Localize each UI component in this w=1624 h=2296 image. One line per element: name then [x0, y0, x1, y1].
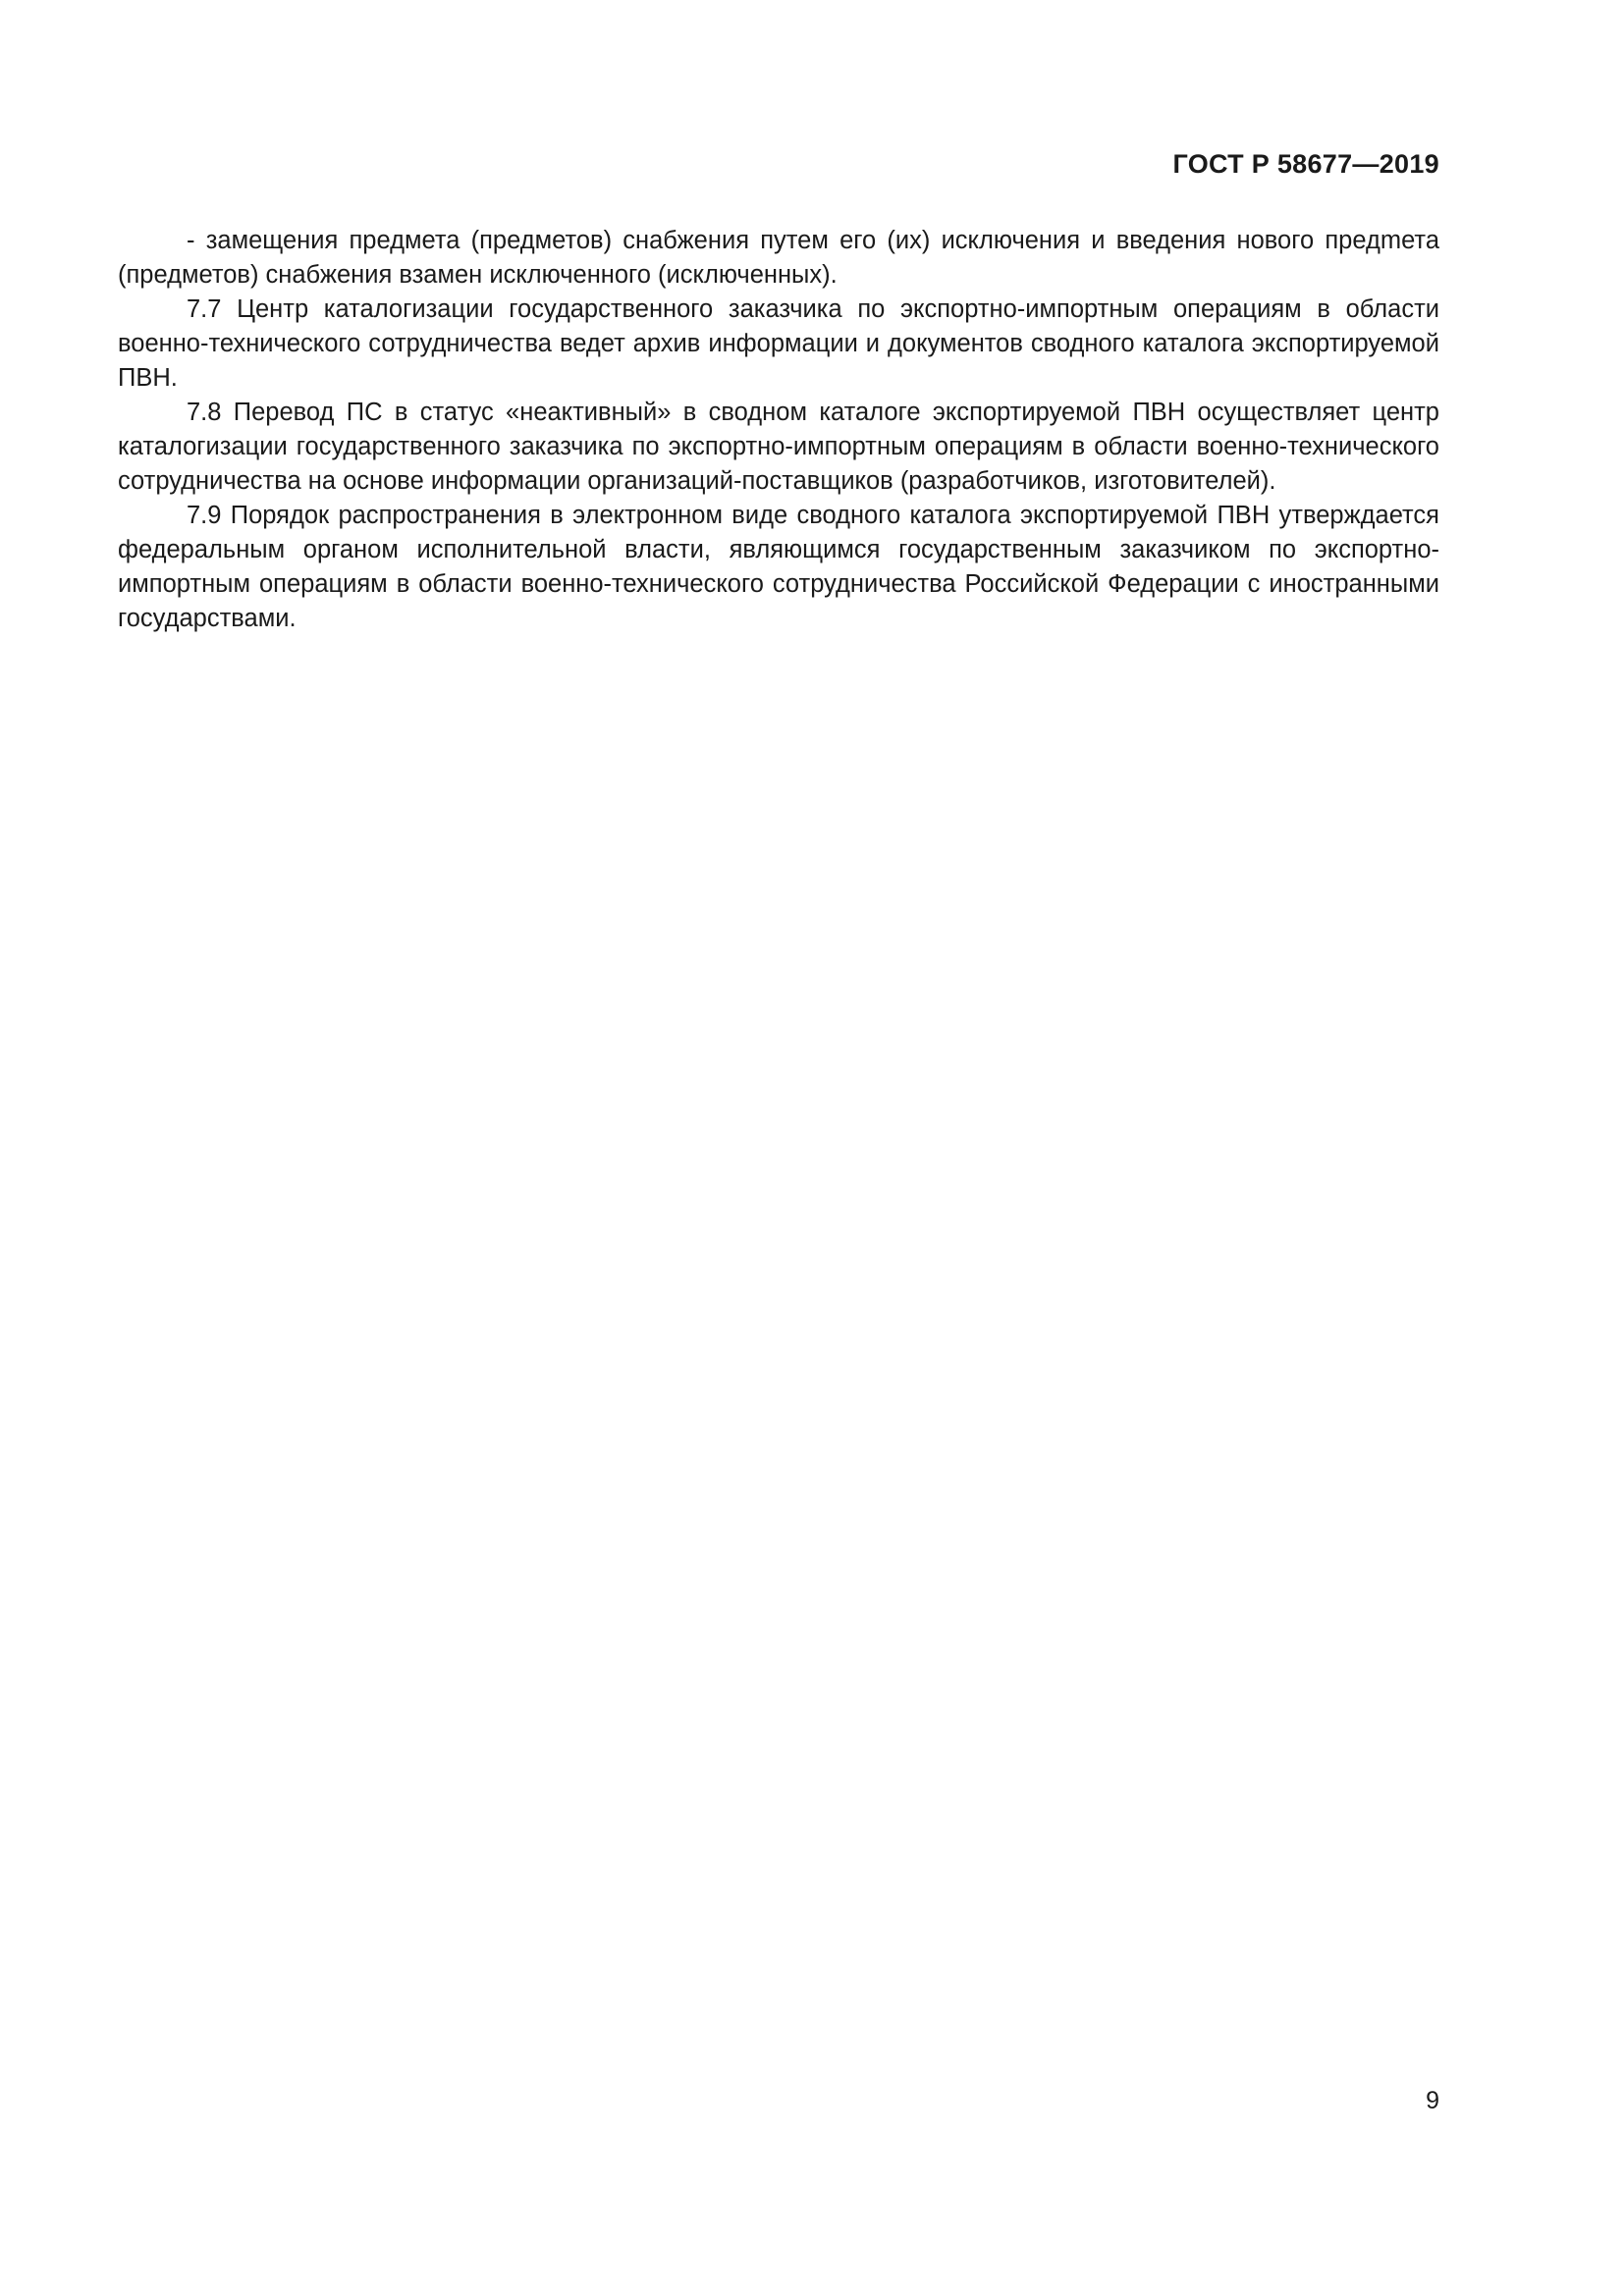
- page-number: 9: [1426, 2087, 1439, 2114]
- paragraph-7-8: 7.8 Перевод ПС в статус «неактивный» в сводном каталоге экспортируемой ПВН осуществляет центр каталогизации государственного заказчика по экспортно-импортным операциям в области военно-технического сотрудничества на основе информации организаций-поставщиков (разработчиков, изготовителей).: [118, 399, 1439, 495]
- body-text: [118, 224, 1439, 636]
- paragraph-7-9: 7.9 Порядок распространения в электронном виде сводного каталога экспортируемой ПВН утверждается федеральным органом исполнительной власти, являющимся государственным заказчиком по экспортно-импортным операциям в области военно-технического сотрудничества Российской Федерации с иностранными государствами.: [118, 502, 1439, 632]
- paragraph-replacement-item: - замещения предмета (предметов) снабжения путем его (их) исключения и введения нового предmета (предметов) снабжения взамен исключенного (исключенных).: [118, 227, 1439, 289]
- document-code-header: ГОСТ Р 58677—2019: [1172, 149, 1439, 179]
- paragraph-7-7: 7.7 Центр каталогизации государственного заказчика по экспортно-импортным операциям в области военно-технического сотрудничества ведет архив информации и документов сводного каталога экспортируемой ПВН.: [118, 295, 1439, 392]
